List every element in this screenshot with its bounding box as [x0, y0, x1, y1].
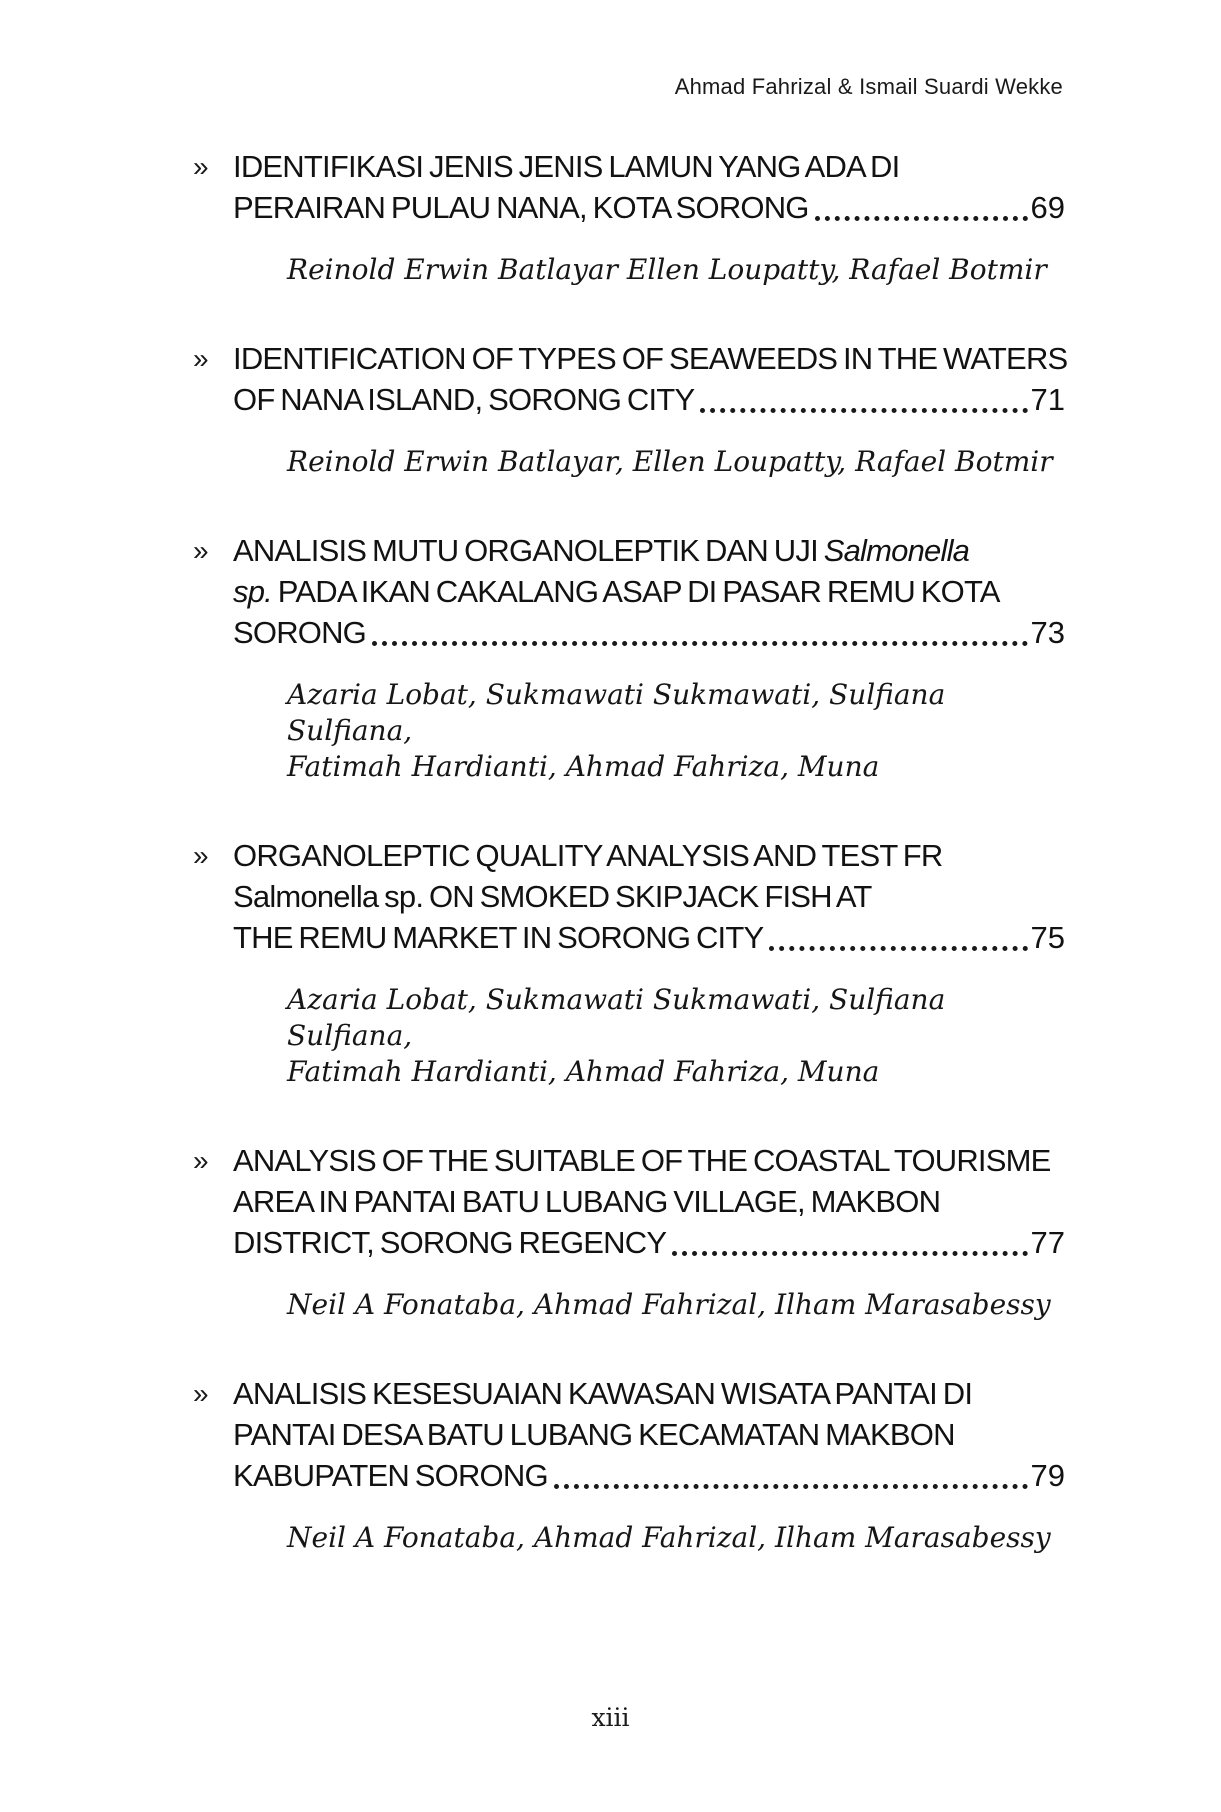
entry-body: [233, 530, 1065, 785]
running-header: Ahmad Fahrizal & Ismail Suardi Wekke: [674, 74, 1063, 99]
title-segment: OF NANA ISLAND, SORONG CITY: [233, 382, 695, 417]
dotted-leader: [372, 641, 1028, 646]
entry-title-line: [233, 379, 1065, 420]
entry-authors: [287, 677, 1065, 785]
double-chevron-bullet-icon: »: [193, 840, 209, 871]
author-line: Fatimah Hardianti, Ahmad Fahriza, Muna: [287, 1055, 880, 1088]
page-number-footer: xiii: [591, 1703, 630, 1732]
entry-title: [233, 1140, 1065, 1263]
title-segment: KABUPATEN SORONG: [233, 1458, 548, 1493]
dotted-leader: [554, 1484, 1028, 1489]
title-segment: SORONG: [233, 615, 366, 650]
entry-title: [233, 1373, 1065, 1496]
entry-page-number: 69: [1030, 190, 1065, 225]
author-line: Azaria Lobat, Sukmawati Sukmawati, Sulfiana Sulfiana,: [287, 678, 946, 747]
double-chevron-bullet-icon: »: [193, 151, 209, 182]
double-chevron-bullet-icon: »: [193, 535, 209, 566]
entry-title: [233, 835, 1065, 958]
entry-page-number: 75: [1030, 920, 1065, 955]
author-line: Neil A Fonataba, Ahmad Fahrizal, Ilham Marasabessy: [287, 1521, 1051, 1554]
double-chevron-bullet-icon: »: [193, 1378, 209, 1409]
title-segment: ANALISIS KESESUAIAN KAWASAN WISATA PANTAI DI: [233, 1376, 973, 1411]
toc-list: [193, 146, 1068, 1606]
entry-title-line: [233, 146, 1065, 187]
author-line: Azaria Lobat, Sukmawati Sukmawati, Sulfiana Sulfiana,: [287, 983, 946, 1052]
title-segment: ANALISIS MUTU ORGANOLEPTIK DAN UJI: [233, 533, 824, 568]
title-segment: THE REMU MARKET IN SORONG CITY: [233, 920, 764, 955]
entry-page-number: 71: [1030, 382, 1065, 417]
title-segment: IDENTIFIKASI JENIS JENIS LAMUN YANG ADA DI: [233, 149, 900, 184]
entry-title-line: [233, 338, 1068, 379]
title-segment: PADA IKAN CAKALANG ASAP DI PASAR REMU KOTA: [271, 574, 1000, 609]
title-segment: DISTRICT, SORONG REGENCY: [233, 1225, 667, 1260]
title-segment: Salmonella sp. ON SMOKED SKIPJACK FISH AT: [233, 879, 872, 914]
author-line: Reinold Erwin Batlayar, Ellen Loupatty, Rafael Botmir: [287, 445, 1053, 478]
entry-title-line: [233, 1373, 1065, 1414]
entry-authors: [287, 982, 1065, 1090]
entry-body: [233, 146, 1065, 288]
entry-title-line: [233, 187, 1065, 228]
author-line: Neil A Fonataba, Ahmad Fahrizal, Ilham Marasabessy: [287, 1288, 1051, 1321]
title-segment: ANALYSIS OF THE SUITABLE OF THE COASTAL TOURISME: [233, 1143, 1051, 1178]
entry-title: [233, 146, 1065, 228]
title-segment: sp.: [233, 574, 272, 609]
entry-title-line: [233, 530, 1065, 571]
entry-title-line: [233, 612, 1065, 653]
entry-body: [233, 1373, 1065, 1556]
toc-entry: [193, 835, 1065, 1090]
dotted-leader: [672, 1251, 1027, 1256]
title-segment: AREA IN PANTAI BATU LUBANG VILLAGE, MAKBON: [233, 1184, 941, 1219]
title-segment: PERAIRAN PULAU NANA, KOTA SORONG: [233, 190, 809, 225]
entry-body: [233, 338, 1068, 480]
entry-title-line: [233, 1222, 1065, 1263]
toc-entry: [193, 146, 1065, 288]
entry-page-number: 73: [1030, 615, 1065, 650]
entry-title-line: [233, 1140, 1065, 1181]
entry-page-number: 79: [1030, 1458, 1065, 1493]
author-line: Reinold Erwin Batlayar Ellen Loupatty, Rafael Botmir: [287, 253, 1047, 286]
double-chevron-bullet-icon: »: [193, 343, 209, 374]
title-segment: ORGANOLEPTIC QUALITY ANALYSIS AND TEST FR: [233, 838, 943, 873]
toc-entry: [193, 530, 1065, 785]
dotted-leader: [700, 408, 1027, 413]
entry-authors: [287, 1287, 1065, 1323]
entry-body: [233, 835, 1065, 1090]
entry-authors: [287, 444, 1065, 480]
entry-title: [233, 530, 1065, 653]
entry-title: [233, 338, 1068, 420]
entry-authors: [287, 252, 1065, 288]
title-segment: PANTAI DESA BATU LUBANG KECAMATAN MAKBON: [233, 1417, 955, 1452]
entry-title-line: [233, 876, 1065, 917]
entry-title-line: [233, 571, 1065, 612]
title-segment: IDENTIFICATION OF TYPES OF SEAWEEDS IN THE WATERS: [233, 341, 1068, 376]
title-segment: Salmonella: [823, 533, 970, 568]
entry-title-line: [233, 1181, 1065, 1222]
entry-title-line: [233, 917, 1065, 958]
toc-entry: [193, 338, 1068, 480]
entry-title-line: [233, 835, 1065, 876]
toc-entry: [193, 1373, 1065, 1556]
entry-authors: [287, 1520, 1065, 1556]
entry-body: [233, 1140, 1065, 1323]
double-chevron-bullet-icon: »: [193, 1145, 209, 1176]
entry-page-number: 77: [1030, 1225, 1065, 1260]
dotted-leader: [769, 946, 1027, 951]
author-line: Fatimah Hardianti, Ahmad Fahriza, Muna: [287, 750, 880, 783]
entry-title-line: [233, 1455, 1065, 1496]
toc-entry: [193, 1140, 1065, 1323]
dotted-leader: [815, 216, 1028, 221]
entry-title-line: [233, 1414, 1065, 1455]
